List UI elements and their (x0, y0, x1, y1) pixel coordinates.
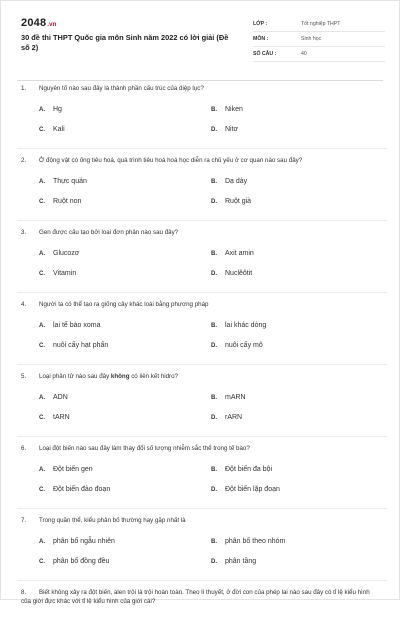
meta-value: 40 (301, 51, 307, 57)
logo-tld: .vn (47, 22, 57, 28)
document-title: 30 đề thi THPT Quốc gia môn Sinh năm 2022 có lời giải (Đề số 2) (21, 33, 229, 52)
question-divider (17, 508, 387, 509)
answer-option[interactable] (211, 270, 252, 277)
option-text: Glucozơ (53, 250, 80, 257)
option-text: Nuclêôtit (225, 270, 253, 277)
option-letter: B. (211, 539, 217, 545)
question-stem (21, 588, 381, 606)
answer-option[interactable] (39, 106, 62, 113)
answer-option[interactable] (211, 414, 242, 421)
option-text: Đột biến gen (53, 466, 93, 473)
answer-option[interactable] (39, 250, 79, 257)
answer-option[interactable] (39, 558, 109, 565)
option-letter: D. (211, 559, 217, 565)
meta-value: Sinh học (301, 36, 322, 42)
question-divider (17, 148, 387, 149)
question-text: Nguyên tố nào sau đây là thành phần cấu trúc của diệp lục? (39, 85, 204, 92)
answer-option[interactable] (211, 486, 280, 493)
answer-option[interactable] (211, 342, 263, 349)
option-text: tARN (53, 414, 70, 421)
option-text: nuôi cấy hạt phấn (53, 342, 109, 349)
meta-key: SỐ CÂU : (253, 51, 277, 57)
option-text: lai tế bào xoma (53, 322, 101, 329)
document-header (17, 15, 385, 77)
option-letter: B. (211, 251, 217, 257)
option-letter: B. (211, 107, 217, 113)
answer-option[interactable] (211, 466, 272, 473)
answer-option[interactable] (211, 198, 251, 205)
answer-option[interactable] (211, 106, 243, 113)
question-number: 3. (21, 229, 27, 236)
option-letter: A. (39, 539, 45, 545)
option-letter: C. (39, 559, 45, 565)
question-item (21, 516, 383, 588)
question-item (21, 84, 383, 156)
answer-option[interactable] (39, 178, 87, 185)
answer-option[interactable] (39, 270, 76, 277)
question-number: 2. (21, 157, 27, 164)
question-item (21, 588, 383, 618)
option-text: Vitamin (53, 270, 77, 277)
option-letter: C. (39, 199, 45, 205)
answer-option[interactable] (211, 558, 256, 565)
meta-row-class (253, 17, 385, 32)
option-letter: A. (39, 323, 45, 329)
option-letter: A. (39, 467, 45, 473)
option-text: lai khác dòng (225, 322, 267, 329)
question-number: 4. (21, 301, 27, 308)
answer-option[interactable] (39, 394, 68, 401)
question-text: Loại phân tử nào sau đây (39, 373, 111, 380)
option-text: Hg (53, 106, 62, 113)
option-text: Đột biến đảo đoạn (53, 486, 111, 493)
question-number: 7. (21, 517, 27, 524)
question-text-end: có liên kết hidro? (129, 373, 178, 380)
option-text: Đột biến lặp đoạn (225, 486, 280, 493)
question-item (21, 228, 383, 300)
option-text: Đột biến đa bội (225, 466, 273, 473)
question-divider (17, 364, 387, 365)
question-stem (21, 300, 381, 309)
question-item (21, 156, 383, 228)
answer-option[interactable] (39, 538, 115, 545)
option-letter: A. (39, 395, 45, 401)
question-stem (21, 84, 381, 93)
header-divider (17, 80, 383, 81)
meta-table (253, 17, 385, 62)
option-text: Niken (225, 106, 243, 113)
option-letter: D. (211, 343, 217, 349)
answer-option[interactable] (39, 486, 110, 493)
site-logo[interactable] (21, 17, 57, 29)
option-text: rARN (225, 414, 243, 421)
answer-option[interactable] (211, 394, 246, 401)
option-letter: D. (211, 127, 217, 133)
option-text: phân bố ngẫu nhiên (53, 538, 115, 545)
answer-option[interactable] (211, 322, 266, 329)
option-text: Axit amin (225, 250, 254, 257)
meta-key: LỚP : (253, 21, 268, 27)
question-item (21, 300, 383, 372)
question-number: 6. (21, 445, 27, 452)
option-letter: D. (211, 271, 217, 277)
option-letter: B. (211, 179, 217, 185)
question-stem (21, 372, 381, 381)
option-text: nuôi cấy mô (225, 342, 263, 349)
meta-row-question-count (253, 47, 385, 62)
answer-option[interactable] (39, 126, 65, 133)
question-list (21, 84, 383, 618)
option-text: Dạ dày (225, 178, 248, 185)
question-divider (17, 220, 387, 221)
answer-option[interactable] (39, 322, 100, 329)
option-letter: A. (39, 251, 45, 257)
option-letter: B. (211, 323, 217, 329)
option-letter: B. (211, 395, 217, 401)
option-letter: C. (39, 271, 45, 277)
answer-option[interactable] (39, 466, 93, 473)
question-divider (17, 580, 387, 581)
meta-value: Tốt nghiệp THPT (301, 21, 341, 27)
option-letter: D. (211, 199, 217, 205)
option-letter: A. (39, 179, 45, 185)
option-text: mARN (225, 394, 246, 401)
meta-row-subject (253, 32, 385, 47)
question-stem (21, 444, 381, 453)
answer-option[interactable] (39, 414, 70, 421)
question-text: Biết không xảy ra đột biến, alen trội là trội hoàn toàn. Theo lí thuyết, ở đời con của phép lai nào sau đây có tỉ lệ kiểu hình của giới đực khác với tỉ lệ kiểu hình của giới cái? (21, 589, 370, 605)
question-stem (21, 156, 381, 165)
option-letter: C. (39, 127, 45, 133)
option-letter: C. (39, 415, 45, 421)
option-letter: C. (39, 487, 45, 493)
question-item (21, 372, 383, 444)
question-number: 8. (21, 589, 27, 596)
option-letter: B. (211, 467, 217, 473)
option-letter: D. (211, 487, 217, 493)
option-text: Kali (53, 126, 65, 133)
option-letter: A. (39, 107, 45, 113)
question-divider (17, 292, 387, 293)
answer-option[interactable] (39, 342, 108, 349)
option-text: ADN (53, 394, 68, 401)
meta-key: MÔN : (253, 36, 269, 42)
question-text: Ở động vật có ống tiêu hoá, quá trình tiêu hoá hoá học diễn ra chủ yếu ở cơ quan nào sau đây? (39, 157, 303, 164)
question-number: 1. (21, 85, 27, 92)
question-text: Gen được cấu tạo bởi loại đơn phân nào sau đây? (39, 229, 179, 236)
question-number: 5. (21, 373, 27, 380)
logo-main: 2048 (21, 17, 47, 29)
option-text: phân bố theo nhóm (225, 538, 286, 545)
option-letter: C. (39, 343, 45, 349)
answer-option[interactable] (39, 198, 81, 205)
question-stem (21, 228, 381, 237)
option-text: Thực quản (53, 178, 87, 185)
option-text: Nitơ (225, 126, 239, 133)
question-divider (17, 436, 387, 437)
question-text: Người ta có thể tạo ra giống cây khác loài bằng phương pháp (39, 301, 209, 308)
answer-option[interactable] (211, 250, 254, 257)
question-stem (21, 516, 381, 525)
answer-option[interactable] (211, 178, 247, 185)
answer-option[interactable] (211, 538, 285, 545)
option-text: phân bố đồng đều (53, 558, 110, 565)
option-text: Ruột non (53, 198, 82, 205)
question-text: Loại đột biến nào sau đây làm thay đổi số lượng nhiễm sắc thể trong tế bào? (39, 445, 250, 452)
answer-option[interactable] (211, 126, 238, 133)
option-text: Ruột già (225, 198, 252, 205)
option-letter: D. (211, 415, 217, 421)
question-emphasis: không (110, 373, 130, 380)
question-text: Trong quần thể, kiểu phân bố thường hay gặp nhất là (39, 517, 186, 524)
question-item (21, 444, 383, 516)
option-text: phân tầng (225, 558, 257, 565)
